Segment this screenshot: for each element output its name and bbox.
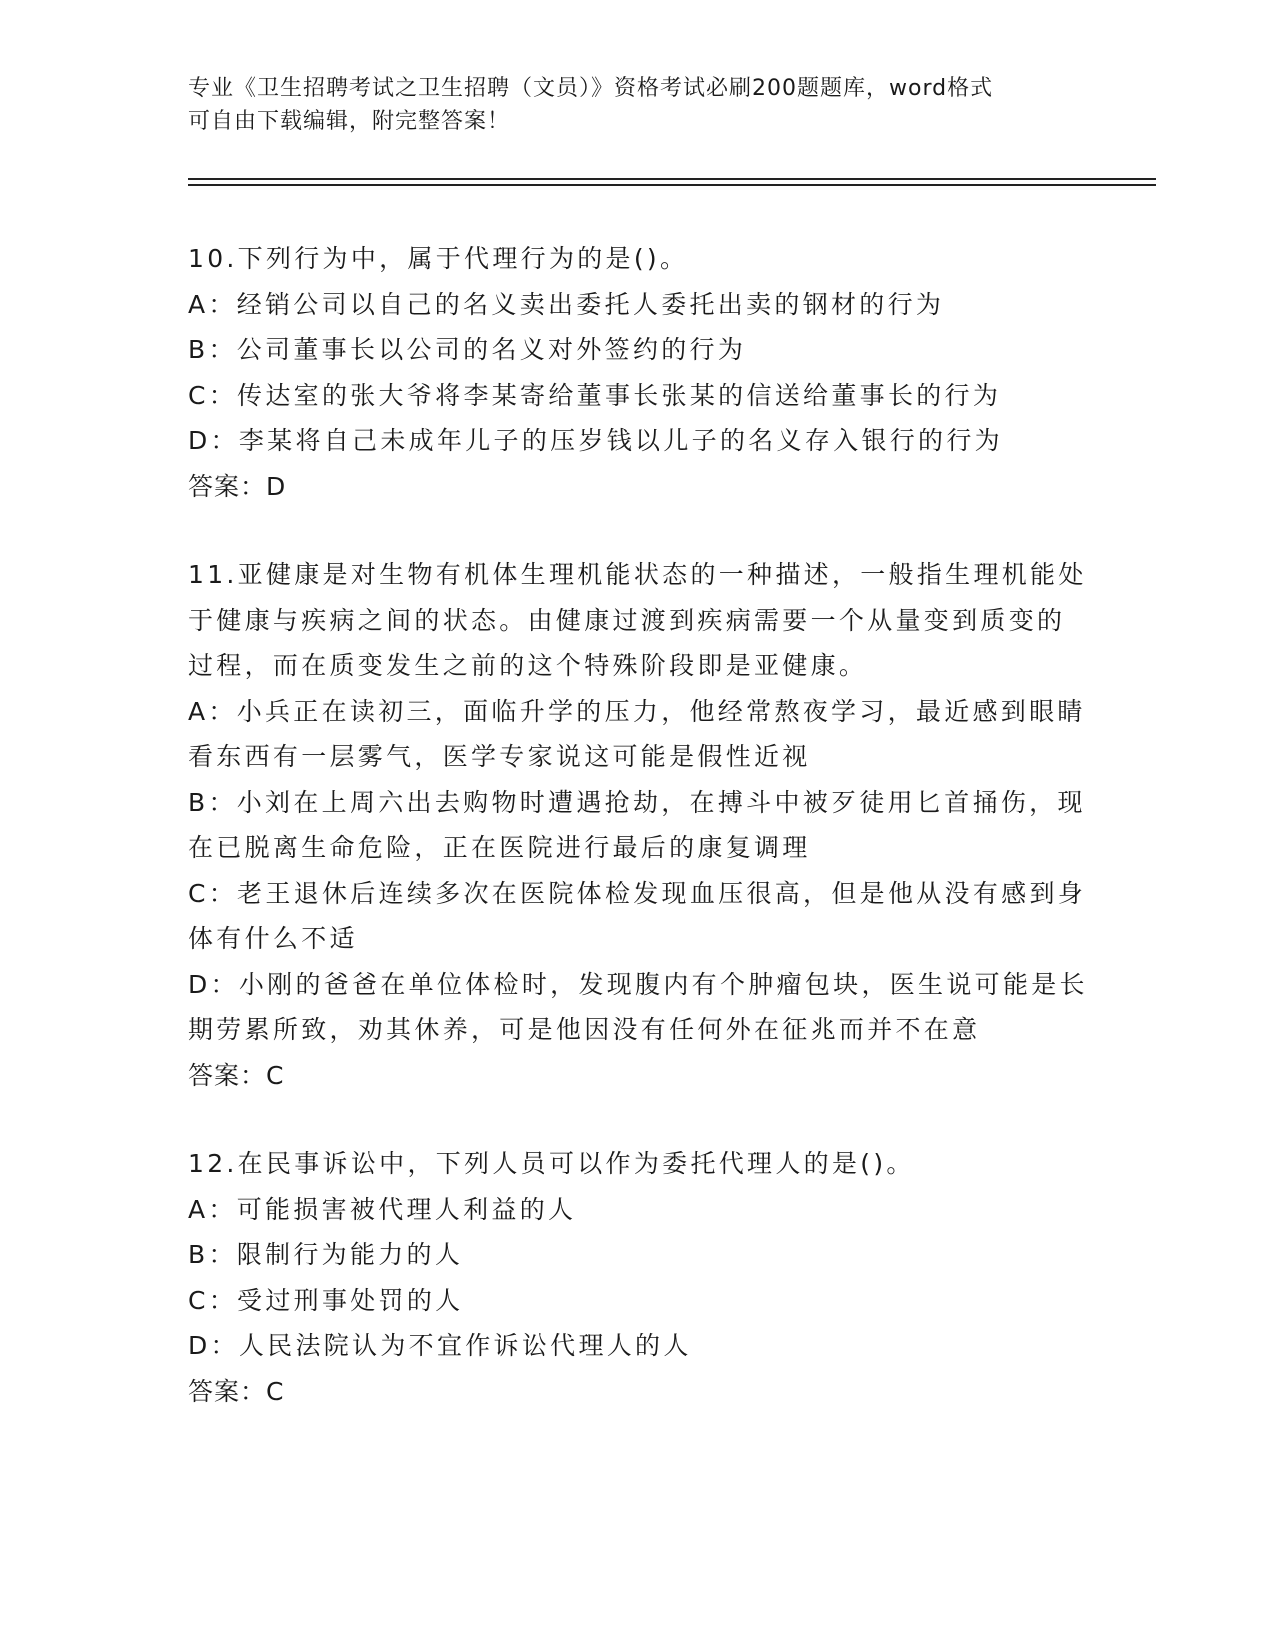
header-divider-bottom [188, 184, 1156, 186]
option-b: B：小刘在上周六出去购物时遭遇抢劫，在搏斗中被歹徒用匕首捅伤，现在已脱离生命危险，正在医院进行最后的康复调理 [188, 787, 1086, 862]
answer-label: 答案：C [188, 1060, 285, 1090]
question-stem: 12.在民事诉讼中，下列人员可以作为委托代理人的是()。 [188, 1149, 915, 1178]
question-list [188, 236, 1088, 1457]
option-d: D：李某将自己未成年儿子的压岁钱以儿子的名义存入银行的行为 [188, 426, 1003, 455]
question-stem: 11.亚健康是对生物有机体生理机能状态的一种描述，一般指生理机能处于健康与疾病之间的状态。由健康过渡到疾病需要一个从量变到质变的过程，而在质变发生之前的这个特殊阶段即是亚健康。 [188, 560, 1087, 680]
option-c: C：受过刑事处罚的人 [188, 1285, 464, 1315]
header-line-1: 专业《卫生招聘考试之卫生招聘（文员）》资格考试必刷200题题库，word格式 [188, 76, 994, 101]
answer-label: 答案：C [188, 1376, 285, 1406]
document-header [188, 72, 1088, 138]
option-c: C：老王退休后连续多次在医院体检发现血压很高，但是他从没有感到身体有什么不适 [188, 878, 1087, 953]
option-d: D：小刚的爸爸在单位体检时，发现腹内有个肿瘤包块，医生说可能是长期劳累所致，劝其休养，可是他因没有任何外在征兆而并不在意 [188, 969, 1088, 1044]
header-divider-top [188, 178, 1156, 180]
option-d: D：人民法院认为不宜作诉讼代理人的人 [188, 1331, 692, 1360]
option-a: A：小兵正在读初三，面临升学的压力，他经常熬夜学习，最近感到眼睛看东西有一层雾气，医学专家说这可能是假性近视 [188, 696, 1086, 771]
header-line-2: 可自由下载编辑，附完整答案！ [188, 109, 511, 134]
option-a: A：经销公司以自己的名义卖出委托人委托出卖的钢材的行为 [188, 289, 945, 319]
question-stem: 10.下列行为中，属于代理行为的是()。 [188, 244, 689, 273]
option-b: B：限制行为能力的人 [188, 1240, 464, 1269]
question-12 [188, 1141, 1088, 1414]
answer-label: 答案：D [188, 471, 287, 501]
option-c: C：传达室的张大爷将李某寄给董事长张某的信送给董事长的行为 [188, 380, 1002, 410]
option-b: B：公司董事长以公司的名义对外签约的行为 [188, 335, 747, 364]
question-11 [188, 552, 1088, 1098]
question-10 [188, 236, 1088, 509]
option-a: A：可能损害被代理人利益的人 [188, 1194, 577, 1224]
